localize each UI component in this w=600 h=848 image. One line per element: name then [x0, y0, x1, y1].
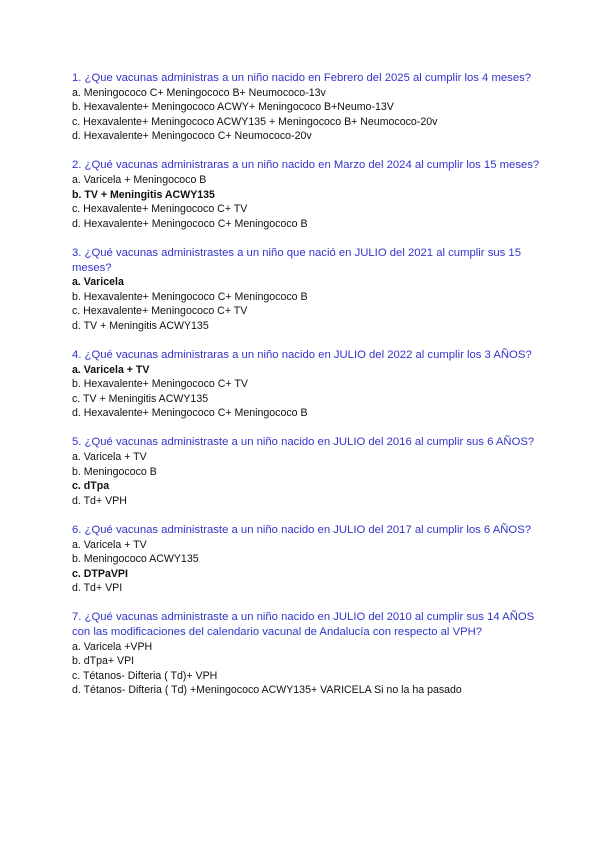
question-1 [72, 71, 542, 144]
option-d: d. Hexavalente+ Meningococo C+ Meningococo B [72, 407, 308, 420]
option-c: c. Hexavalente+ Meningococo ACWY135 + Meningococo B+ Neumococo-20v [72, 115, 438, 128]
option-c: c. Hexavalente+ Meningococo C+ TV [72, 203, 248, 216]
option-b: b. Meningococo B [72, 465, 157, 478]
question-title: 7. ¿Qué vacunas administraste a un niño nacido en JULIO del 2010 al cumplir sus 14 AÑOS con las modificaciones del calendario vacunal de Andalucía con respecto al VPH? [72, 611, 535, 638]
option-c: c. DTPaVPI [72, 567, 128, 580]
option-b: b. Hexavalente+ Meningococo ACWY+ Meningococo B+Neumo-13V [72, 101, 394, 114]
option-d: d. TV + Meningitis ACWY135 [72, 319, 209, 332]
option-d: d. Hexavalente+ Meningococo C+ Neumococo-20v [72, 130, 312, 143]
option-b: b. dTpa+ VPI [72, 655, 135, 668]
option-d: d. Hexavalente+ Meningococo C+ Meningococo B [72, 217, 308, 230]
question-5 [72, 435, 542, 508]
question-title: 6. ¿Qué vacunas administraste a un niño nacido en JULIO del 2017 al cumplir los 6 AÑOS? [72, 523, 532, 536]
question-title: 1. ¿Que vacunas administras a un niño nacido en Febrero del 2025 al cumplir los 4 meses? [72, 72, 532, 84]
question-list [72, 71, 542, 712]
option-c: c. dTpa [72, 480, 110, 493]
option-b: b. Hexavalente+ Meningococo C+ TV [72, 378, 248, 391]
question-title: 2. ¿Qué vacunas administraras a un niño nacido en Marzo del 2024 al cumplir los 15 meses? [72, 159, 540, 172]
option-d: d. Td+ VPH [72, 494, 127, 507]
option-a: a. Varicela [72, 276, 124, 289]
option-c: c. Hexavalente+ Meningococo C+ TV [72, 305, 248, 318]
question-4 [72, 348, 542, 421]
option-a: a. Varicela + TV [72, 363, 150, 376]
option-d: d. Td+ VPI [72, 582, 123, 595]
option-a: a. Varicela +VPH [72, 640, 153, 653]
option-b: b. Meningococo ACWY135 [72, 553, 199, 566]
question-title: 5. ¿Qué vacunas administraste a un niño nacido en JULIO del 2016 al cumplir sus 6 AÑOS? [72, 436, 535, 449]
question-title: 3. ¿Qué vacunas administrastes a un niño que nació en JULIO del 2021 al cumplir sus 15 meses? [72, 246, 521, 274]
option-a: a. Varicela + TV [72, 451, 147, 464]
question-title: 4. ¿Qué vacunas administraras a un niño nacido en JULIO del 2022 al cumplir los 3 AÑOS? [72, 349, 532, 361]
option-a: a. Varicela + Meningococo B [72, 174, 207, 187]
question-7 [72, 610, 542, 698]
question-3 [72, 246, 542, 334]
option-b: b. TV + Meningitis ACWY135 [72, 188, 215, 201]
option-d: d. Tétanos- Difteria ( Td) +Meningococo ACWY135+ VARICELA Si no la ha pasado [72, 684, 462, 697]
option-c: c. TV + Meningitis ACWY135 [72, 392, 209, 405]
option-c: c. Tétanos- Difteria ( Td)+ VPH [72, 669, 218, 682]
option-b: b. Hexavalente+ Meningococo C+ Meningococo B [72, 290, 308, 303]
question-6 [72, 523, 542, 596]
question-2 [72, 158, 542, 231]
option-a: a. Varicela + TV [72, 538, 147, 551]
option-a: a. Meningococo C+ Meningococo B+ Neumococo-13v [72, 86, 326, 99]
